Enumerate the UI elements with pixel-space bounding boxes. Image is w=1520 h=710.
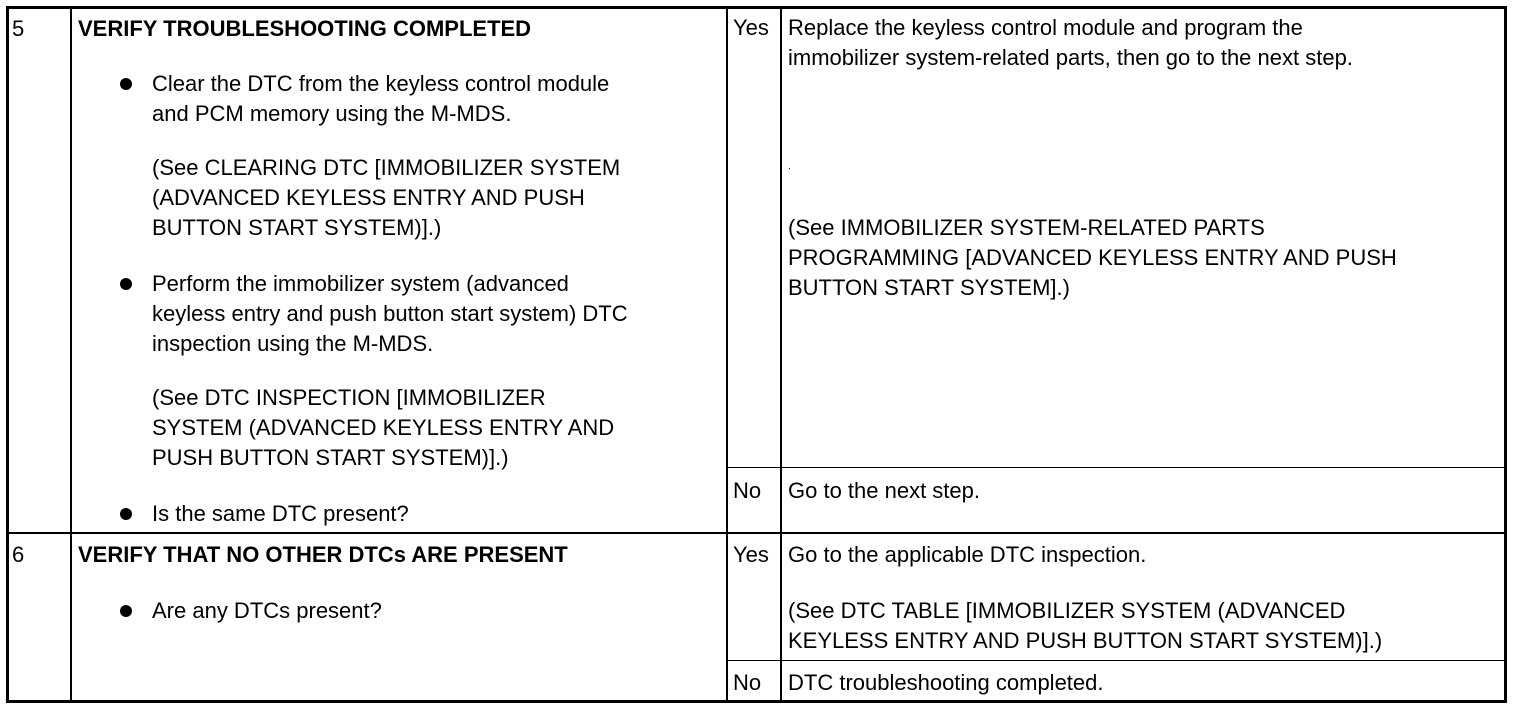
step-number: 6 [12,542,25,567]
answer-no: No [733,478,762,503]
bullet-icon [120,508,132,520]
answer-yes: Yes [733,542,769,567]
row-divider-step6-no [726,660,1507,661]
step-instruction: Clear the DTC from the keyless control module and PCM memory using the M-MDS. [152,71,610,126]
step-title: VERIFY TROUBLESHOOTING COMPLETED [78,16,532,41]
col-divider-action [780,6,782,703]
table-border-top [6,6,1507,9]
result-action: Replace the keyless control module and program the immobilizer system-related parts, then go to the next step. [788,15,1353,70]
result-action: Go to the next step. [788,478,981,503]
step-instruction: Perform the immobilizer system (advanced keyless entry and push button start system) DTC inspection using the M-MDS. [152,271,628,356]
result-reference: (See IMMOBILIZER SYSTEM-RELATED PARTS PROGRAMMING [ADVANCED KEYLESS ENTRY AND PUSH BUTTON START SYSTEM].) [788,215,1397,300]
step-title: VERIFY THAT NO OTHER DTCs ARE PRESENT [78,542,568,567]
step-question: Is the same DTC present? [152,501,409,526]
step-number: 5 [12,16,25,41]
answer-no: No [733,670,762,695]
table-border-right [1504,6,1507,703]
row-divider-step5-no [726,467,1507,468]
stray-dot: . [788,161,791,172]
row-divider-step [6,532,1507,534]
result-action: Go to the applicable DTC inspection. [788,542,1147,567]
col-divider-answer [726,6,728,703]
table-border-bottom [6,700,1507,703]
step-reference: (See CLEARING DTC [IMMOBILIZER SYSTEM (ADVANCED KEYLESS ENTRY AND PUSH BUTTON START SYSTEM)].) [152,155,621,240]
answer-yes: Yes [733,15,769,40]
col-divider-number [70,6,72,703]
bullet-icon [120,78,132,90]
step-reference: (See DTC INSPECTION [IMMOBILIZER SYSTEM (ADVANCED KEYLESS ENTRY AND PUSH BUTTON START SYSTEM)].) [152,385,615,470]
result-reference: (See DTC TABLE [IMMOBILIZER SYSTEM (ADVANCED KEYLESS ENTRY AND PUSH BUTTON START SYSTEM)].) [788,598,1383,653]
result-action: DTC troubleshooting completed. [788,670,1104,695]
table-border-left [6,6,9,703]
bullet-icon [120,605,132,617]
step-question: Are any DTCs present? [152,598,382,623]
bullet-icon [120,278,132,290]
